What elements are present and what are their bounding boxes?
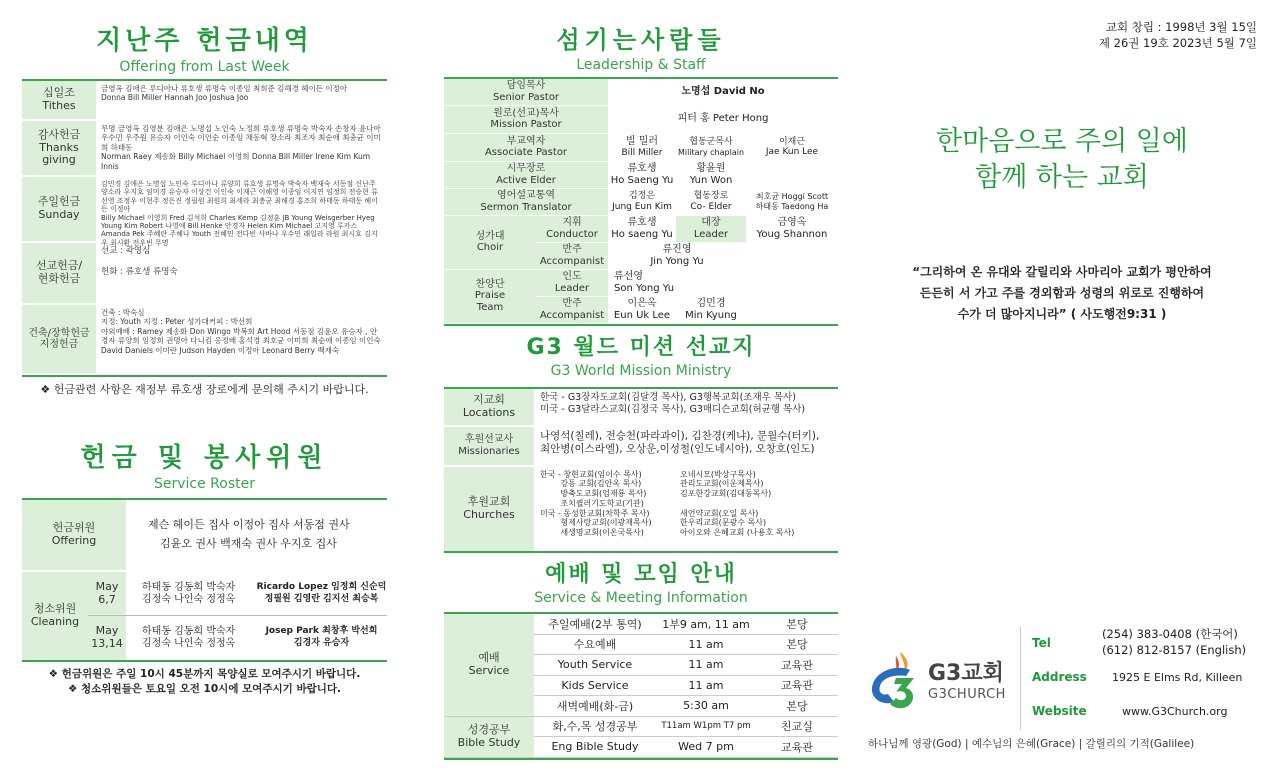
missions-table: [444, 389, 838, 551]
cleaning-en-2: Josep Park 최창후 박선희 김경자 유승자: [265, 626, 378, 648]
motto-line-2: 함께 하는 교회: [975, 162, 1149, 194]
roster-note-1: ❖ 헌금위원은 주일 10시 45분까지 목양실로 모여주시기 바랍니다.: [48, 668, 361, 680]
staff-column: [444, 0, 838, 760]
g3-logo-icon: [866, 648, 920, 710]
missions-churches-row: [444, 467, 838, 551]
offering-title: 지난주 헌금내역: [96, 26, 313, 56]
mission-offering-text: 선교 : 곽영심 헌화 : 류호생 류명숙: [101, 246, 178, 278]
praise-leader-name: 류선영 Son Yong Yu: [608, 269, 746, 296]
worship-row-6-name: 화,수,목 성경공부: [534, 716, 656, 737]
associate-1: 빌 밀러 Bill Miller: [608, 133, 676, 161]
senior-pastor-label: 담임목사 Senior Pastor: [444, 79, 608, 105]
offering-row-mission: [22, 243, 387, 305]
building-text: 건축 : 박숙심 지정: Youth 지정 : Peter 성가대커피 : 박선희 야외예배 : Ramey 제송화 Don Wingo 박복희 Art Hood 서동점 김윤오 유승자 , 안경자 류양희 임정희 권명아 다니킴 옹정배 홍석경 최호균 이미희 최순애 이종임 이인숙 David Daniels 이미란 Judson Hayden 이정아 Leonard Berry 백재숙: [101, 308, 381, 355]
offering-note: ❖ 헌금관련 사항은 재정부 류호생 장로에게 문의해 주시기 바랍니다.: [40, 383, 369, 396]
address-value[interactable]: 1925 E Elms Rd, Killeen: [1112, 670, 1243, 684]
tel-english[interactable]: (612) 812-8157 (English): [1102, 643, 1247, 657]
choir-accomp-name: 류진영 Jin Yong Yu: [608, 242, 746, 269]
contact-divider: [1020, 626, 1021, 730]
missions-subtitle: G3 World Mission Ministry: [550, 362, 732, 379]
worship-row-4-time: 11 am: [656, 675, 756, 696]
offering-row-tithes: [22, 81, 387, 121]
staff-title: 섬기는사람들: [556, 26, 726, 54]
tithes-text: 금영옥 김애은 루디아나 류호생 류명숙 이종임 최희준 김해경 헤이든 이정아 Donna Bill Miller Hannah Joo Joshua Joo: [101, 84, 348, 103]
choir-accomp-label: 반주 Accompanist: [536, 242, 608, 269]
translator-2: 협동장로 Co- Elder: [676, 188, 746, 215]
worship-row-6-place: 친교실: [756, 716, 838, 737]
sunday-label: 주일헌금 Sunday: [22, 177, 96, 241]
translator-1: 김정은 Jung Eun Kim: [608, 188, 676, 215]
worship-row-2-place: 본당: [756, 634, 838, 655]
elder-label: 시무장로 Active Elder: [444, 161, 608, 188]
translator-3: 최호균 Hoggi Scott 하태동 Taedong Ha: [746, 188, 838, 215]
worship-row-4-place: 교육관: [756, 675, 838, 696]
worship-subtitle: Service & Meeting Information: [534, 589, 748, 606]
elder-1: 류호생 Ho Saeng Yu: [608, 161, 676, 188]
cleaning-en-1: Ricardo Lopez 임정희 신순덕 정필원 김영란 김지선 최승복: [256, 581, 387, 604]
scripture-verse: [862, 262, 1262, 325]
contact-info: [1032, 626, 1262, 728]
cleaning-ko-2: 하태동 김동희 박숙자 김정숙 나인숙 정정옥: [142, 626, 236, 649]
elder-2: 황윤원 Yun Won: [676, 161, 746, 188]
church-logo: [866, 648, 1006, 710]
worship-row-7-time: Wed 7 pm: [656, 737, 756, 758]
roster-offering-line-2: 김윤오 권사 백재숙 권사 우지호 집사: [160, 537, 337, 550]
cleaning-ko-1: 하태동 김동희 박숙자 김정숙 나인숙 정정옥: [142, 581, 236, 605]
church-motto: [862, 124, 1262, 197]
choir-leader-name: 금영옥 Youg Shannon: [746, 215, 838, 242]
mission-offering-label: 선교헌금/ 현화헌금: [22, 243, 96, 303]
roster-cleaning-label: 청소위원 Cleaning: [22, 572, 88, 660]
associate-2: 협동군목사 Military chaplain: [676, 133, 746, 161]
worship-row-5-time: 5:30 am: [656, 696, 756, 717]
offering-column: [22, 0, 387, 696]
address-label: Address: [1032, 670, 1087, 684]
worship-row-5-place: 본당: [756, 696, 838, 717]
sunday-text: 김민경 김애은 노명섭 노인숙 루디아나 류양희 류호생 류명숙 박숙자 백재숙 서동점 신난주 양소라 우지호 임미경 유승자 이상건 이인숙 이재근 이해영 이종임 이지연 임정희 전승현 류선영 조정우 이현주 정은진 정필원 최원희 최세라 최충균 최해경 홍조희 하태동 하태동 헤이든 이정아 Billy Michael 이영희 Fred 김석희 Charles Kemp 김정훈 JB Young Weisgerber Hyeg Young Kim Robert 나영애 Bill Henke 안경자 Helen Kim Michael 고지영 루카스 Amanda Pek 주혜란 주혜나 Youth 전혜민 전다빈 사바나 우수민 래일라 라원 최시호 김지우 최시환 전우빈 무명: [101, 180, 378, 247]
cleaning-week-1: [88, 572, 387, 616]
associate-3: 이재근 Jae Kun Lee: [746, 133, 838, 161]
worship-row-3-time: 11 am: [656, 655, 756, 676]
praise-leader-label: 인도 Leader: [536, 269, 608, 296]
cleaning-date-1: May 6,7: [88, 572, 126, 615]
offering-subtitle: Offering from Last Week: [119, 59, 290, 75]
issue-number: 제 26권 19호 2023년 5월 7일: [1098, 35, 1257, 50]
roster-offering-label: 헌금위원 Offering: [22, 500, 126, 570]
offering-row-building: [22, 305, 387, 375]
verse-line-2: 든든히 서 가고 주를 경외함과 성령의 위로로 진행하여: [919, 286, 1205, 300]
churches-left: 한국 - 창현교회(임이수 목사) 강동 교회(김안옥 목사) 방축도교회(엄재룡 목사) 조치퀼러기도학교(기관) 미국 - 동성한교회(차학주 목사) 형제사랑교회(이광재목사) 새생명교회(이온국목사): [540, 469, 652, 537]
conductor-name: 류호생 Ho saeng Yu: [608, 215, 676, 242]
missionaries-label: 후원선교사 Missionaries: [444, 427, 534, 465]
cleaning-date-2: May 13,14: [88, 616, 126, 660]
worship-row-3-name: Youth Service: [534, 655, 656, 676]
worship-row-7-name: Eng Bible Study: [534, 737, 656, 758]
translator-label: 영어설교통역 Sermon Translator: [444, 188, 608, 215]
tagline: 하나님께 영광(God) | 예수님의 은혜(Grace) | 갈릴리의 기적(Galilee): [868, 738, 1195, 750]
bible-study-label: 성경공부 Bible Study: [444, 716, 534, 757]
worship-row-1-name: 주일예배(2부 통역): [534, 614, 656, 635]
tithes-label: 십일조 Tithes: [22, 81, 96, 119]
worship-row-3-place: 교육관: [756, 655, 838, 676]
building-label: 건축/장학헌금 지정헌금: [22, 305, 96, 373]
worship-title: 예배 및 모임 안내: [545, 561, 737, 587]
roster-note-2: ❖ 청소위원들은 토요일 오전 10시에 모여주시기 바랍니다.: [67, 683, 342, 695]
motto-line-1: 한마음으로 주의 일에: [936, 126, 1188, 157]
verse-line-1: “그리하여 온 유대와 갈릴리와 사마리아 교회가 평안하여: [912, 265, 1212, 279]
tel-label: Tel: [1032, 636, 1051, 650]
worship-row-7-place: 교육관: [756, 737, 838, 758]
staff-subtitle: Leadership & Staff: [576, 57, 706, 73]
missions-title: G3 월드 미션 선교지: [526, 334, 756, 360]
roster-cleaning-row: [22, 572, 387, 660]
choir-leader-label: 대장 Leader: [676, 215, 746, 242]
service-label: 예배 Service: [444, 614, 534, 717]
worship-row-2-time: 11 am: [656, 634, 756, 655]
website-label: Website: [1032, 704, 1087, 718]
thanks-text: 무명 금영옥 김영분 김애은 노명섭 노인숙 노정희 류호생 류명숙 박숙자 손창자 윤나아 우수민 우주원 유승자 이인숙 이인순 이종임 채동혁 장소라 최조자 최순애 최충균 이미희 하태동 Norman Raey 제송화 Billy Michael 이영희 Donna Bill Miller Irene Kim Kum Innis: [101, 124, 381, 171]
worship-row-2-name: 수요예배: [534, 634, 656, 655]
mission-pastor-label: 원로(선교)목사 Mission Pastor: [444, 105, 608, 133]
roster-offering-row: [22, 500, 387, 572]
churches-label: 후원교회 Churches: [444, 467, 534, 551]
offering-table: [22, 81, 387, 375]
issue-info: [1099, 20, 1257, 51]
missionaries-text: 나영석(칠레), 전승천(파라과이), 김찬경(케냐), 문월수(터키), 최안병(이스라엘), 오상운,이성철(인도네시아), 오창호(인도): [540, 429, 820, 456]
offering-row-thanks: [22, 121, 387, 177]
tel-korean[interactable]: (254) 383-0408 (한국어): [1102, 627, 1238, 642]
praise-label: 찬양단 Praise Team: [444, 269, 536, 323]
praise-accomp-1: 이은옥 Eun Uk Lee: [608, 296, 676, 323]
worship-row-1-place: 본당: [756, 614, 838, 635]
praise-accomp-2: 김민경 Min Kyung: [676, 296, 746, 323]
worship-table: [444, 614, 838, 758]
mission-pastor-name: 피터 홍 Peter Hong: [608, 105, 838, 133]
choir-label: 성가대 Choir: [444, 215, 536, 269]
verse-line-3: 수가 더 많아지니라” ( 사도행전9:31 ): [957, 307, 1167, 321]
conductor-label: 지휘 Conductor: [536, 215, 608, 242]
worship-row-4-name: Kids Service: [534, 675, 656, 696]
worship-row-5-name: 새벽예배(화-금): [534, 696, 656, 717]
offering-row-sunday: [22, 177, 387, 247]
staff-table: [444, 79, 838, 324]
roster-title: 헌금 및 봉사위원: [80, 443, 329, 473]
logo-name-en: G3CHURCH: [928, 687, 1006, 702]
roster-offering-line-1: 제슨 헤이든 집사 이정아 집사 서동점 권사: [148, 518, 350, 532]
praise-accomp-label: 반주 Accompanist: [536, 296, 608, 323]
worship-row-6-time: T11am W1pm T7 pm: [656, 716, 756, 737]
roster-subtitle: Service Roster: [153, 476, 255, 492]
founded-date: 교회 창립 : 1998년 3월 15일: [1105, 20, 1257, 34]
missions-locations-row: [444, 389, 838, 427]
logo-name-ko: G3교회: [928, 661, 1004, 686]
locations-text: 한국 - G3장자도교회(김달경 목사), G3행복교회(조재우 목사) 미국 - G3달라스교회(김정국 목사), G3매디슨교회(허균행 목사): [540, 391, 806, 415]
locations-label: 지교회 Locations: [444, 389, 534, 425]
website-link[interactable]: www.G3Church.org: [1122, 704, 1228, 718]
cleaning-week-2: [88, 616, 387, 660]
thanks-label: 감사헌금 Thanks giving: [22, 121, 96, 175]
churches-right: 오네시모(박상구목사) 관리도교회(이운제목사) 김포한강교회(김대동목사) 새언약교회(오일 목사) 한우리교회(문광수 목사) 아이오와 은혜교회 (나용호 목사): [680, 469, 795, 537]
worship-row-1-time: 1부9 am, 11 am: [656, 614, 756, 635]
associate-pastor-label: 부교역자 Associate Pastor: [444, 133, 608, 161]
missions-missionaries-row: [444, 427, 838, 467]
senior-pastor-name: 노명섭 David No: [608, 79, 838, 105]
